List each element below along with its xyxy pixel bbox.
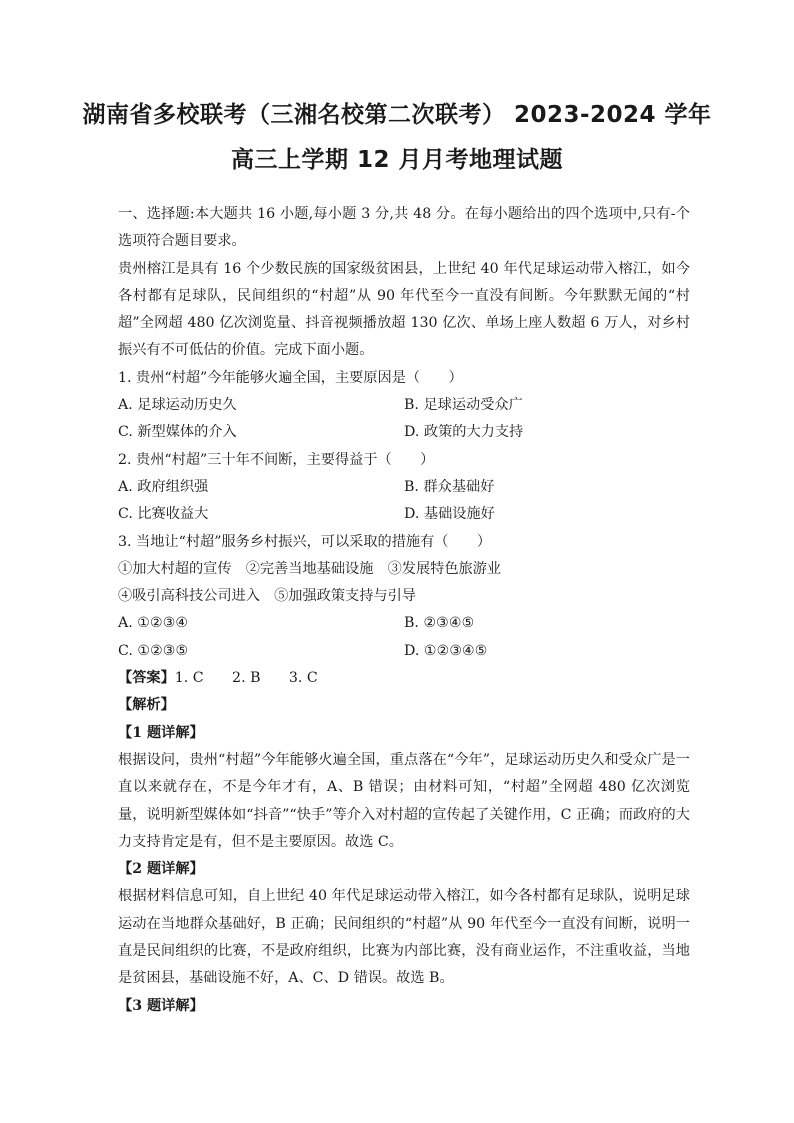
- question-3-options-row1: [118, 610, 690, 637]
- question-1-options-row2: [118, 419, 690, 446]
- question-3-measures-line1: ①加大村超的宣传 ②完善当地基础设施 ③发展特色旅游业: [118, 560, 502, 577]
- q2-option-b: B. 群众基础好: [404, 478, 495, 495]
- q2-option-a: A. 政府组织强: [118, 478, 209, 495]
- q2-option-c: C. 比赛收益大: [118, 506, 209, 523]
- document-title-line2: 高三上学期 12 月月考地理试题: [230, 147, 564, 173]
- material-paragraph: 贵州榕江是具有 16 个少数民族的国家级贫困县，上世纪 40 年代足球运动带入榕江，如今各村都有足球队，民间组织的“村超”从 90 年代至今一直没有间断。今年默默无闻的“村超”全网超 480 亿次浏览量、抖音视频播放超 130 亿次、单场上座人数超 6 万人，对乡村振兴有不可低估的价值。完成下面小题。: [118, 260, 690, 359]
- question-2-options-row1: [118, 474, 690, 501]
- question-3-options-row2: [118, 638, 690, 665]
- document-title-line1: 湖南省多校联考（三湘名校第二次联考） 2023-2024 学年: [82, 102, 712, 128]
- question-1-stem: 1. 贵州“村超”今年能够火遍全国，主要原因是（ ）: [118, 369, 463, 386]
- answer-line: [118, 665, 690, 692]
- q3-option-a: A. ①②③④: [118, 615, 189, 632]
- q1-option-d: D. 政策的大力支持: [404, 424, 524, 441]
- answer-text: 1. C 2. B 3. C: [174, 670, 318, 687]
- detail-1-label: 【1 题详解】: [118, 724, 204, 741]
- question-3-stem: 3. 当地让“村超”服务乡村振兴，可以采取的措施有（ ）: [118, 533, 492, 550]
- q1-option-b: B. 足球运动受众广: [404, 397, 523, 414]
- detail-2-text: 根据材料信息可知，自上世纪 40 年代足球运动带入榕江，如今各村都有足球队，说明足球运动在当地群众基础好，B 正确；民间组织的“村超”从 90 年代至今一直没有间断，说明一直是民间组织的比赛，不是政府组织，比赛为内部比赛，没有商业运作，不注重收益，当地是贫困县，基础设施不好，A、C、D 错误。故选 B。: [118, 888, 690, 987]
- answer-label: 【答案】: [118, 670, 175, 687]
- detail-2-label: 【2 题详解】: [118, 861, 204, 878]
- q3-option-b: B. ②③④⑤: [404, 615, 475, 632]
- section-heading: 一、选择题:本大题共 16 小题,每小题 3 分,共 48 分。在每小题给出的四个选项中,只有-个选项符合题目要求。: [118, 206, 690, 250]
- detail-3-label: 【3 题详解】: [118, 997, 204, 1014]
- question-2-stem: 2. 贵州“村超”三十年不间断，主要得益于（ ）: [118, 451, 435, 468]
- q2-option-d: D. 基础设施好: [404, 506, 495, 523]
- q3-option-d: D. ①②③④⑤: [404, 642, 488, 659]
- question-2-options-row2: [118, 501, 690, 528]
- analysis-label: 【解析】: [118, 697, 175, 714]
- q1-option-a: A. 足球运动历史久: [118, 397, 237, 414]
- q1-option-c: C. 新型媒体的介入: [118, 424, 237, 441]
- document-content: [118, 201, 690, 1020]
- question-1-options-row1: [118, 392, 690, 419]
- q3-option-c: C. ①②③⑤: [118, 642, 189, 659]
- detail-1-text: 根据设问，贵州“村超”今年能够火遍全国，重点落在“今年”，足球运动历史久和受众广是一直以来就存在，不是今年才有，A、B 错误；由材料可知，“村超”全网超 480 亿次浏览量，说明新型媒体如“抖音”“快手”等介入对村超的宣传起了关键作用，C 正确；而政府的大力支持肯定是有，但不是主要原因。故选 C。: [118, 751, 690, 850]
- question-3-measures-line2: ④吸引高科技公司进入 ⑤加强政策支持与引导: [118, 588, 416, 605]
